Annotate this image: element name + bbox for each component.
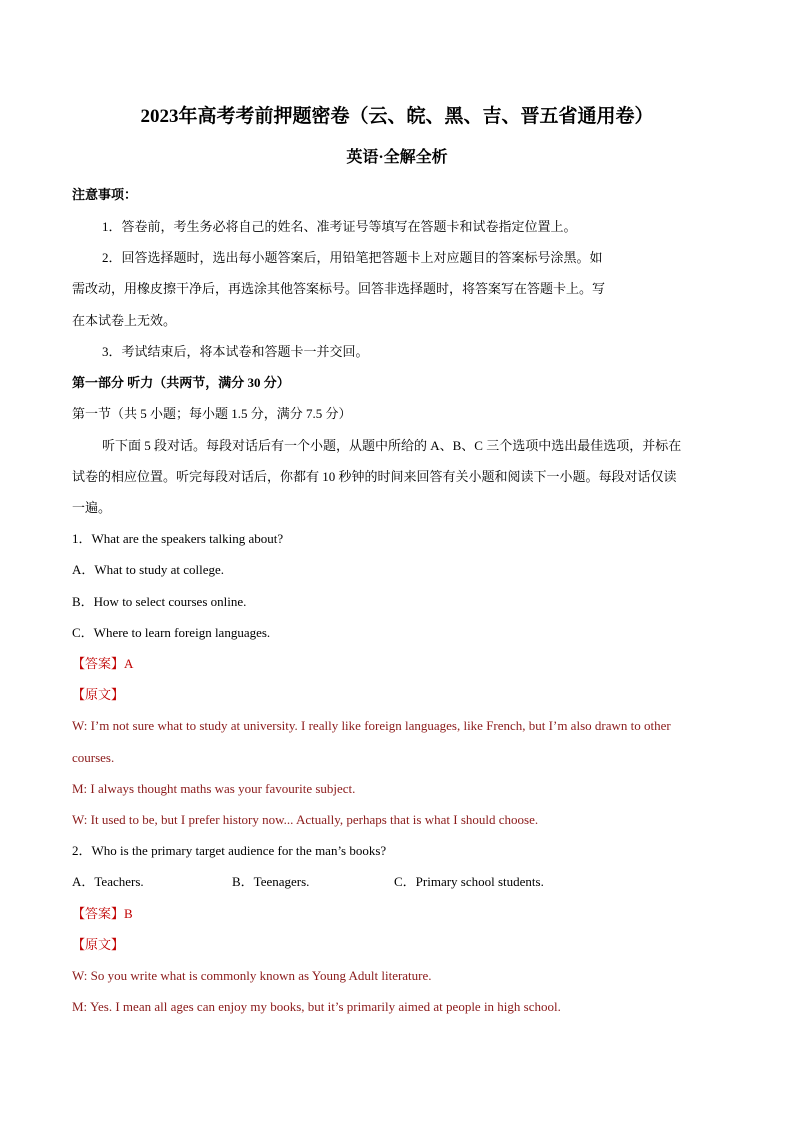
part1-heading: 第一部分 听力（共两节，满分 30 分） (72, 375, 290, 390)
q1-option-c: C．Where to learn foreign languages. (72, 625, 271, 640)
q1-transcript-2: M: I always thought maths was your favourite subject. (72, 781, 356, 796)
q1-answer: 【答案】A (72, 656, 134, 671)
q2-option-a: A．Teachers. (72, 874, 144, 889)
q2-transcript-1: W: So you write what is commonly known as Young Adult literature. (72, 968, 432, 983)
q2-option-c: C．Primary school students. (394, 874, 544, 889)
q2-option-b: B．Teenagers. (232, 874, 310, 889)
q1-question: 1．What are the speakers talking about? (72, 531, 284, 546)
page-title: 2023年高考考前押题密卷（云、皖、黑、吉、晋五省通用卷） (140, 106, 654, 127)
q2-options (72, 874, 732, 890)
notice-item-1: 1．答卷前，考生务必将自己的姓名、准考证号等填写在答题卡和试卷指定位置上。 (102, 219, 577, 234)
q1-source-label: 【原文】 (72, 687, 125, 702)
notice-item-2-line-1: 2．回答选择题时，选出每小题答案后，用铅笔把答题卡上对应题目的答案标号涂黑。如 (102, 250, 603, 265)
notice-item-2-line-2: 需改动，用橡皮擦干净后，再选涂其他答案标号。回答非选择题时，将答案写在答题卡上。写 (72, 281, 606, 296)
notice-item-2-line-3: 在本试卷上无效。 (72, 313, 177, 328)
q2-source-label: 【原文】 (72, 937, 125, 952)
q2-transcript-2: M: Yes. I mean all ages can enjoy my books, but it’s primarily aimed at people in high school. (72, 999, 561, 1014)
section1-intro-line-3: 一遍。 (72, 500, 112, 515)
section1-intro-line-2: 试卷的相应位置。听完每段对话后，你都有 10 秒钟的时间来回答有关小题和阅读下一小题。每段对话仅读 (72, 469, 677, 484)
q1-option-a: A．What to study at college. (72, 562, 224, 577)
section1-intro-line-1: 听下面 5 段对话。每段对话后有一个小题，从题中所给的 A、B、C 三个选项中选出最佳选项，并标在 (102, 438, 682, 453)
q2-answer: 【答案】B (72, 906, 133, 921)
q1-option-b: B．How to select courses online. (72, 594, 247, 609)
q2-question: 2．Who is the primary target audience for the man’s books? (72, 843, 387, 858)
section1-heading: 第一节（共 5 小题；每小题 1.5 分，满分 7.5 分） (72, 406, 352, 421)
notice-heading: 注意事项： (72, 187, 138, 202)
page-subtitle: 英语·全解全析 (346, 149, 448, 166)
q1-transcript-3: W: It used to be, but I prefer history now... Actually, perhaps that is what I should choose. (72, 812, 539, 827)
q1-transcript-1-line-1: W: I’m not sure what to study at university. I really like foreign languages, like French, but I’m also drawn to other (72, 718, 671, 733)
notice-item-3: 3．考试结束后，将本试卷和答题卡一并交回。 (102, 344, 369, 359)
q1-transcript-1-line-2: courses. (72, 750, 115, 765)
